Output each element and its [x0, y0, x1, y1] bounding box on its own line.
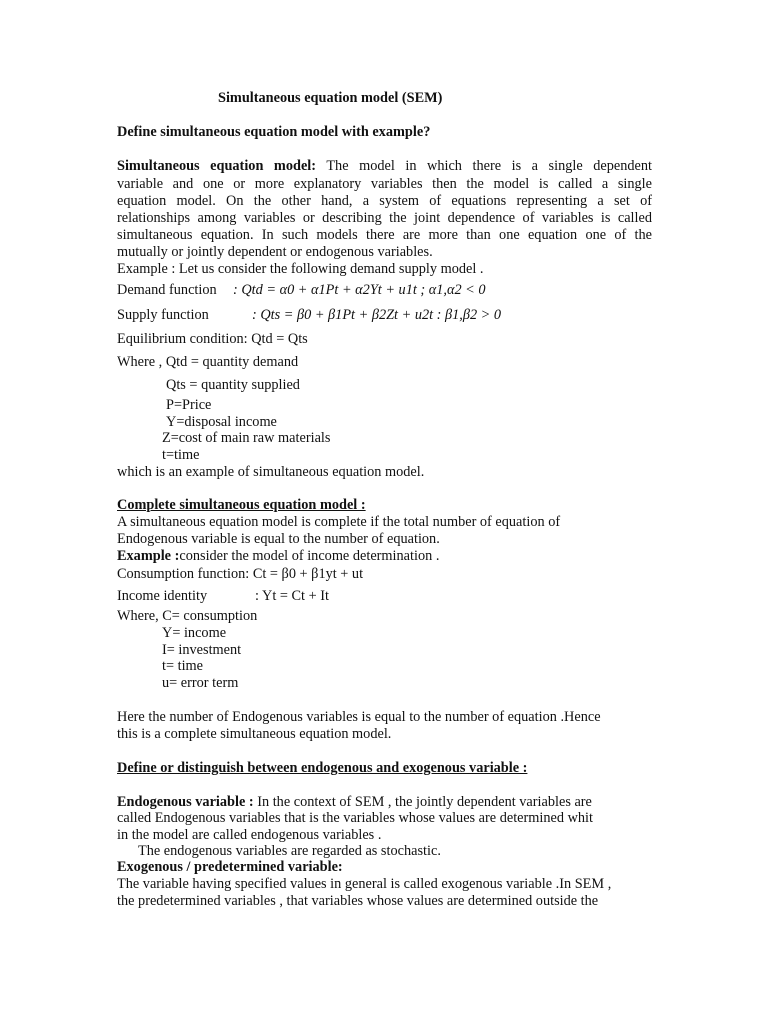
exogenous-heading: Exogenous / predetermined variable: [117, 859, 343, 875]
complete-conclusion-line-1: Here the number of Endogenous variables is equal to the number of equation .Hence [117, 709, 601, 725]
investment-var: I= investment [162, 642, 242, 658]
endogenous-line-2: called Endogenous variables that is the variables whose values are determined whit [117, 810, 594, 826]
exogenous-line-2: the predetermined variables , that variables whose values are determined outside the [117, 893, 599, 909]
demand-equation: : Qtd = α0 + α1Pt + α2Yt + u1t ; α1,α2 < 0 [233, 282, 486, 298]
where-consumption: Where, C= consumption [117, 608, 258, 624]
endogenous-line-3: in the model are called endogenous variables . [117, 827, 382, 843]
complete-sem-line-2: Endogenous variable is equal to the number of equation. [117, 531, 440, 547]
question-heading: Define simultaneous equation model with example? [117, 124, 431, 140]
complete-example: Example :consider the model of income determination . [117, 548, 440, 564]
demand-function-label: Demand function [117, 282, 217, 298]
income-definition: Y=disposal income [166, 414, 277, 430]
error-term-var: u= error term [162, 675, 239, 691]
page-title: Simultaneous equation model (SEM) [218, 90, 443, 106]
sem-definition-line-3: equation model. On the other hand, a system of equations representing a set of [117, 193, 652, 209]
income-identity-equation: : Yt = Ct + It [255, 588, 329, 604]
time-var: t= time [162, 658, 204, 674]
consumption-function: Consumption function: Ct = β0 + β1yt + ut [117, 566, 364, 582]
endogenous-line-4: The endogenous variables are regarded as stochastic. [138, 843, 441, 859]
endo-exo-heading: Define or distinguish between endogenous and exogenous variable : [117, 760, 528, 776]
sem-conclusion: which is an example of simultaneous equation model. [117, 464, 425, 480]
sem-definition-line-5: simultaneous equation. In such models there are more than one equation one of the [117, 227, 652, 243]
sem-definition-line-2: variable and one or more explanatory variables then the model is called a single [117, 176, 652, 192]
income-var: Y= income [162, 625, 227, 641]
complete-conclusion-line-2: this is a complete simultaneous equation model. [117, 726, 392, 742]
supply-equation: : Qts = β0 + β1Pt + β2Zt + u2t : β1,β2 > 0 [252, 307, 502, 323]
endogenous-line-1: Endogenous variable : In the context of SEM , the jointly dependent variables are [117, 794, 592, 810]
where-quantity-demand: Where , Qtd = quantity demand [117, 354, 299, 370]
equilibrium-condition: Equilibrium condition: Qtd = Qts [117, 331, 308, 347]
supply-function-label: Supply function [117, 307, 209, 323]
time-definition: t=time [162, 447, 200, 463]
income-identity-label: Income identity [117, 588, 208, 604]
sem-definition-line-1: Simultaneous equation model: The model in which there is a single dependent [117, 158, 652, 174]
complete-sem-heading: Complete simultaneous equation model : [117, 497, 366, 513]
sem-definition-line-6: mutually or jointly dependent or endogenous variables. [117, 244, 433, 260]
sem-definition-line-4: relationships among variables or describing the joint dependence of variables is called [117, 210, 652, 226]
raw-material-definition: Z=cost of main raw materials [162, 430, 331, 446]
quantity-supplied: Qts = quantity supplied [166, 377, 300, 393]
price-definition: P=Price [166, 397, 212, 413]
complete-sem-line-1: A simultaneous equation model is complete if the total number of equation of [117, 514, 561, 530]
exogenous-line-1: The variable having specified values in general is called exogenous variable .In SEM , [117, 876, 612, 892]
example-intro: Example : Let us consider the following demand supply model . [117, 261, 484, 277]
